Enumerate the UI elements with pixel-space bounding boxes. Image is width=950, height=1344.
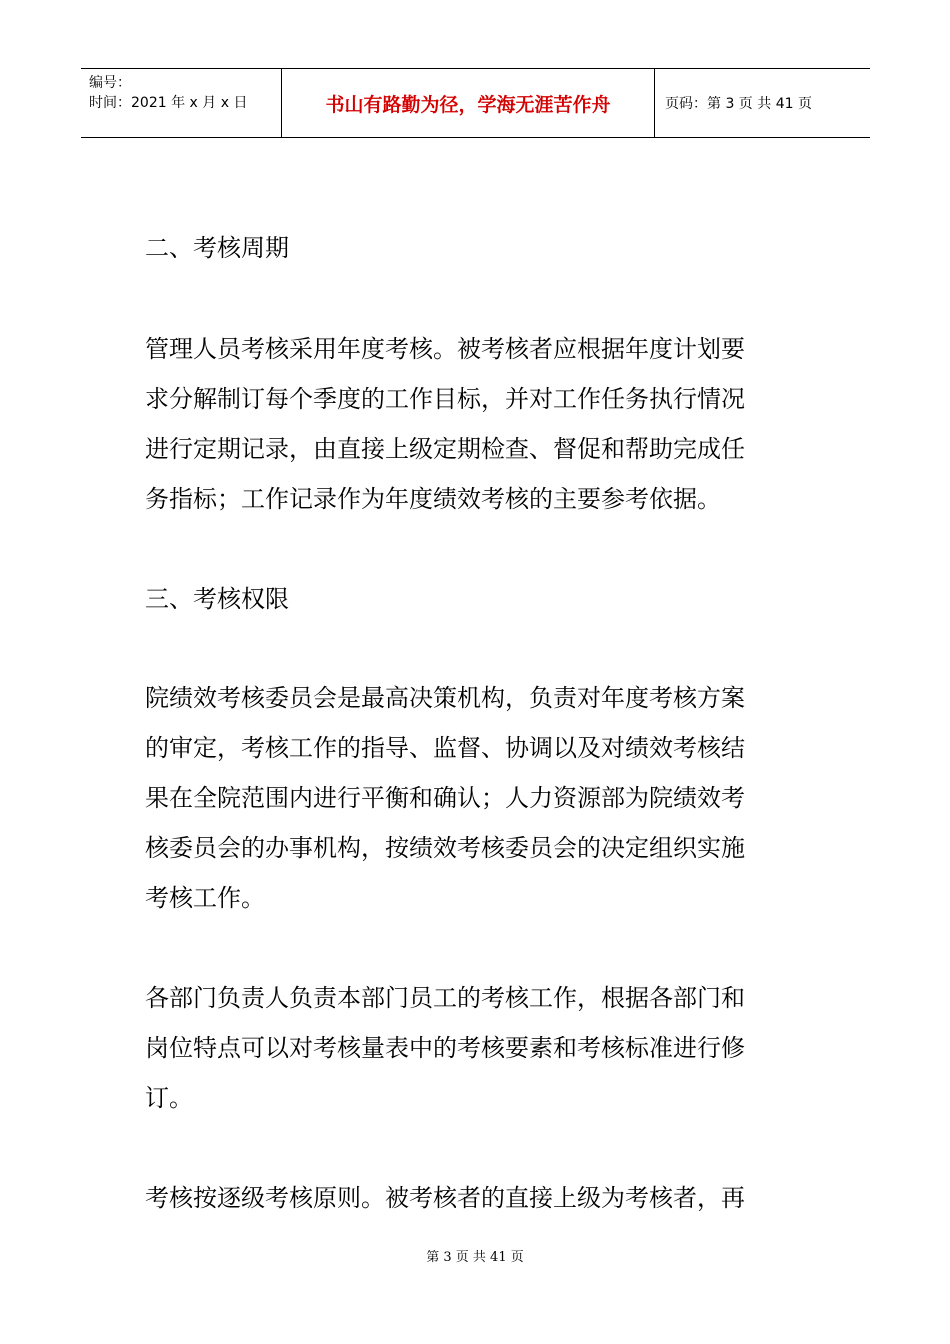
header-motto: 书山有路勤为径，学海无涯苦作舟 — [282, 69, 655, 137]
paragraph-line: 的审定，考核工作的指导、监督、协调以及对绩效考核结 — [145, 734, 745, 762]
section-heading: 二、考核周期 — [145, 234, 289, 262]
paragraph-line: 订。 — [145, 1084, 193, 1112]
paragraph-line: 果在全院范围内进行平衡和确认；人力资源部为院绩效考 — [145, 784, 745, 812]
document-number: 编号： — [89, 75, 131, 91]
paragraph-line: 岗位特点可以对考核量表中的考核要素和考核标准进行修 — [145, 1034, 745, 1062]
page-header — [81, 68, 870, 138]
page-footer: 第 3 页 共 41 页 — [426, 1250, 524, 1265]
paragraph-line: 核委员会的办事机构，按绩效考核委员会的决定组织实施 — [145, 834, 745, 862]
paragraph-line: 管理人员考核采用年度考核。被考核者应根据年度计划要 — [145, 335, 745, 363]
document-date: 时间：2021 年 x 月 x 日 — [89, 95, 248, 111]
header-info — [81, 69, 282, 137]
header-page-number: 页码：第 3 页 共 41 页 — [665, 96, 812, 112]
paragraph-line: 院绩效考核委员会是最高决策机构，负责对年度考核方案 — [145, 684, 745, 712]
paragraph-line: 进行定期记录，由直接上级定期检查、督促和帮助完成任 — [145, 435, 745, 463]
section-heading: 三、考核权限 — [145, 585, 289, 613]
paragraph-line: 务指标；工作记录作为年度绩效考核的主要参考依据。 — [145, 485, 721, 513]
paragraph-line: 考核按逐级考核原则。被考核者的直接上级为考核者，再 — [145, 1184, 745, 1212]
paragraph-line: 考核工作。 — [145, 884, 265, 912]
paragraph-line: 各部门负责人负责本部门员工的考核工作，根据各部门和 — [145, 984, 745, 1012]
paragraph-line: 求分解制订每个季度的工作目标，并对工作任务执行情况 — [145, 385, 745, 413]
